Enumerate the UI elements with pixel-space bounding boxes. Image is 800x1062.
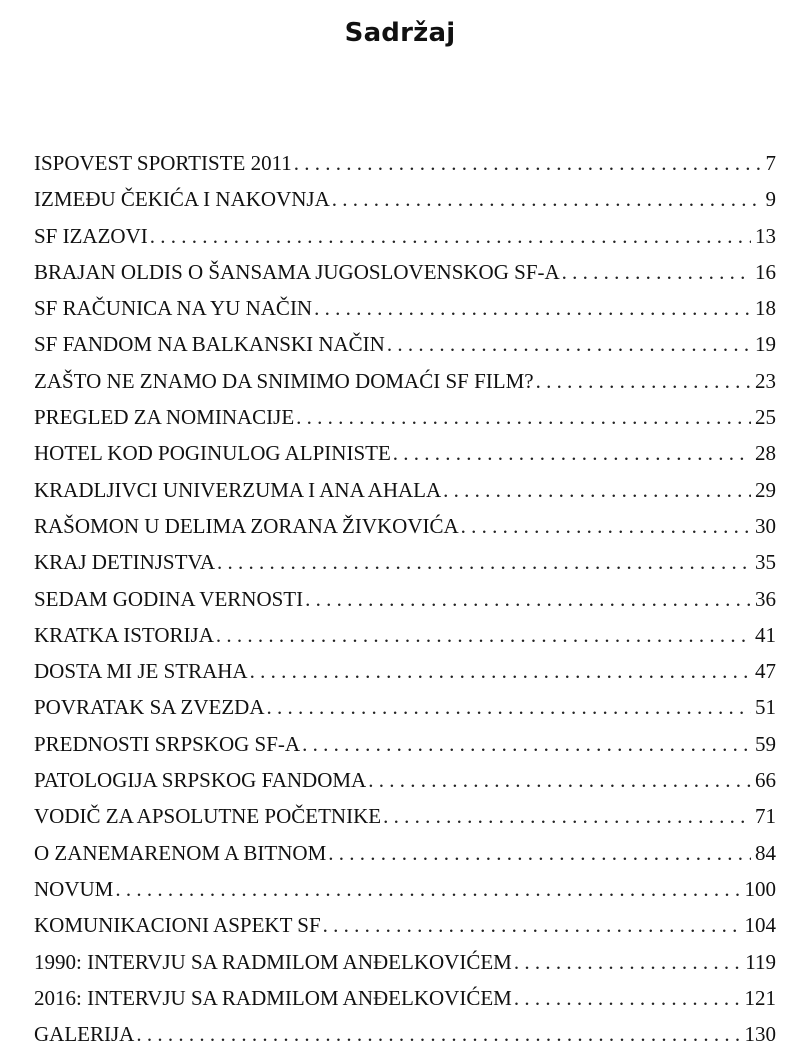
toc-entry-page: 51 [755,695,776,720]
toc-entry-page: 30 [755,513,776,538]
toc-entry-title: 1990: INTERVJU SA RADMILOM ANĐELKOVIĆEM [34,949,512,974]
toc-entry [34,145,776,181]
dot-leader [136,1016,740,1052]
toc-entry-page: 100 [744,876,776,901]
toc-entry-title: SF IZAZOVI [34,223,148,248]
toc-entry [34,762,776,798]
toc-entry-page: 19 [755,332,776,357]
dot-leader [323,907,741,943]
toc-entry-title: KRATKA ISTORIJA [34,622,214,647]
toc-entry-page: 119 [745,949,776,974]
toc-entry-title: GALERIJA [34,1022,135,1047]
dot-leader [115,871,740,907]
toc-entry-page: 84 [755,840,776,865]
toc-entry-page: 36 [755,586,776,611]
dot-leader [332,181,762,217]
dot-leader [296,399,751,435]
dot-leader [514,944,741,980]
toc-entry-page: 18 [755,296,776,321]
toc-entry-title: RAŠOMON U DELIMA ZORANA ŽIVKOVIĆA [34,513,459,538]
toc-entry [34,435,776,471]
toc-entry [34,1016,776,1052]
toc-entry-title: IZMEĐU ČEKIĆA I NAKOVNJA [34,187,330,212]
toc-entry-page: 47 [755,659,776,684]
toc-entry-title: SF FANDOM NA BALKANSKI NAČIN [34,332,385,357]
toc-entry-page: 28 [755,441,776,466]
toc-entry-title: NOVUM [34,876,114,901]
toc-entry-page: 41 [755,622,776,647]
toc-entry-page: 59 [755,731,776,756]
toc-entry-page: 130 [744,1022,776,1047]
toc-entry [34,218,776,254]
toc-entry [34,472,776,508]
toc-entry-title: PREDNOSTI SRPSKOG SF-A [34,731,301,756]
toc-entry [34,254,776,290]
dot-leader [562,254,751,290]
dot-leader [393,435,751,471]
toc-entry-title: POVRATAK SA ZVEZDA [34,695,265,720]
dot-leader [305,581,751,617]
dot-leader [267,689,752,725]
toc-entry-title: KRADLJIVCI UNIVERZUMA I ANA AHALA [34,477,442,502]
toc-entry-page: 71 [755,804,776,829]
toc-entry-page: 121 [744,985,776,1010]
dot-leader [387,326,751,362]
toc-entry [34,689,776,725]
toc-entry [34,835,776,871]
dot-leader [328,835,751,871]
dot-leader [368,762,751,798]
toc-entry [34,871,776,907]
toc-entry-page: 23 [755,368,776,393]
toc-entry-title: KRAJ DETINJSTVA [34,550,216,575]
toc-entry [34,980,776,1016]
toc-entry-title: SEDAM GODINA VERNOSTI [34,586,304,611]
toc-entry-title: 2016: INTERVJU SA RADMILOM ANĐELKOVIĆEM [34,985,512,1010]
dot-leader [217,544,751,580]
toc-entry-title: KOMUNIKACIONI ASPEKT SF [34,913,321,938]
toc-entry-page: 35 [755,550,776,575]
toc-entry-title: SF RAČUNICA NA YU NAČIN [34,296,313,321]
toc-entry-page: 7 [765,151,776,175]
toc-entry [34,798,776,834]
dot-leader [443,472,751,508]
toc-entry [34,617,776,653]
toc-entry [34,363,776,399]
table-of-contents [34,145,776,1052]
toc-entry-title: O ZANEMARENOM A BITNOM [34,840,327,865]
dot-leader [536,363,751,399]
dot-leader [216,617,751,653]
toc-entry-page: 13 [755,223,776,248]
toc-entry [34,399,776,435]
toc-entry-page: 25 [755,405,776,430]
toc-entry [34,181,776,217]
toc-entry-page: 16 [755,259,776,284]
toc-entry [34,581,776,617]
toc-entry-title: HOTEL KOD POGINULOG ALPINISTE [34,441,391,466]
dot-leader [294,145,762,181]
toc-entry [34,726,776,762]
toc-entry-title: BRAJAN OLDIS O ŠANSAMA JUGOSLOVENSKOG SF-A [34,259,560,284]
toc-entry [34,653,776,689]
dot-leader [514,980,741,1016]
toc-entry [34,544,776,580]
page-title: Sadržaj [344,18,456,48]
dot-leader [314,290,751,326]
toc-entry [34,907,776,943]
toc-entry-title: ISPOVEST SPORTISTE 2011 [34,151,292,175]
dot-leader [250,653,751,689]
toc-entry-page: 9 [765,187,776,212]
toc-entry [34,508,776,544]
dot-leader [302,726,751,762]
toc-entry-title: DOSTA MI JE STRAHA [34,659,248,684]
toc-entry-page: 66 [755,768,776,793]
dot-leader [461,508,751,544]
toc-entry [34,326,776,362]
toc-entry-title: PREGLED ZA NOMINACIJE [34,405,295,430]
toc-entry-title: VODIČ ZA APSOLUTNE POČETNIKE [34,804,382,829]
toc-entry-title: ZAŠTO NE ZNAMO DA SNIMIMO DOMAĆI SF FILM? [34,368,534,393]
toc-entry [34,944,776,980]
toc-entry-title: PATOLOGIJA SRPSKOG FANDOMA [34,768,367,793]
toc-entry [34,290,776,326]
dot-leader [383,798,751,834]
toc-entry-page: 29 [755,477,776,502]
dot-leader [150,218,751,254]
toc-entry-page: 104 [744,913,776,938]
